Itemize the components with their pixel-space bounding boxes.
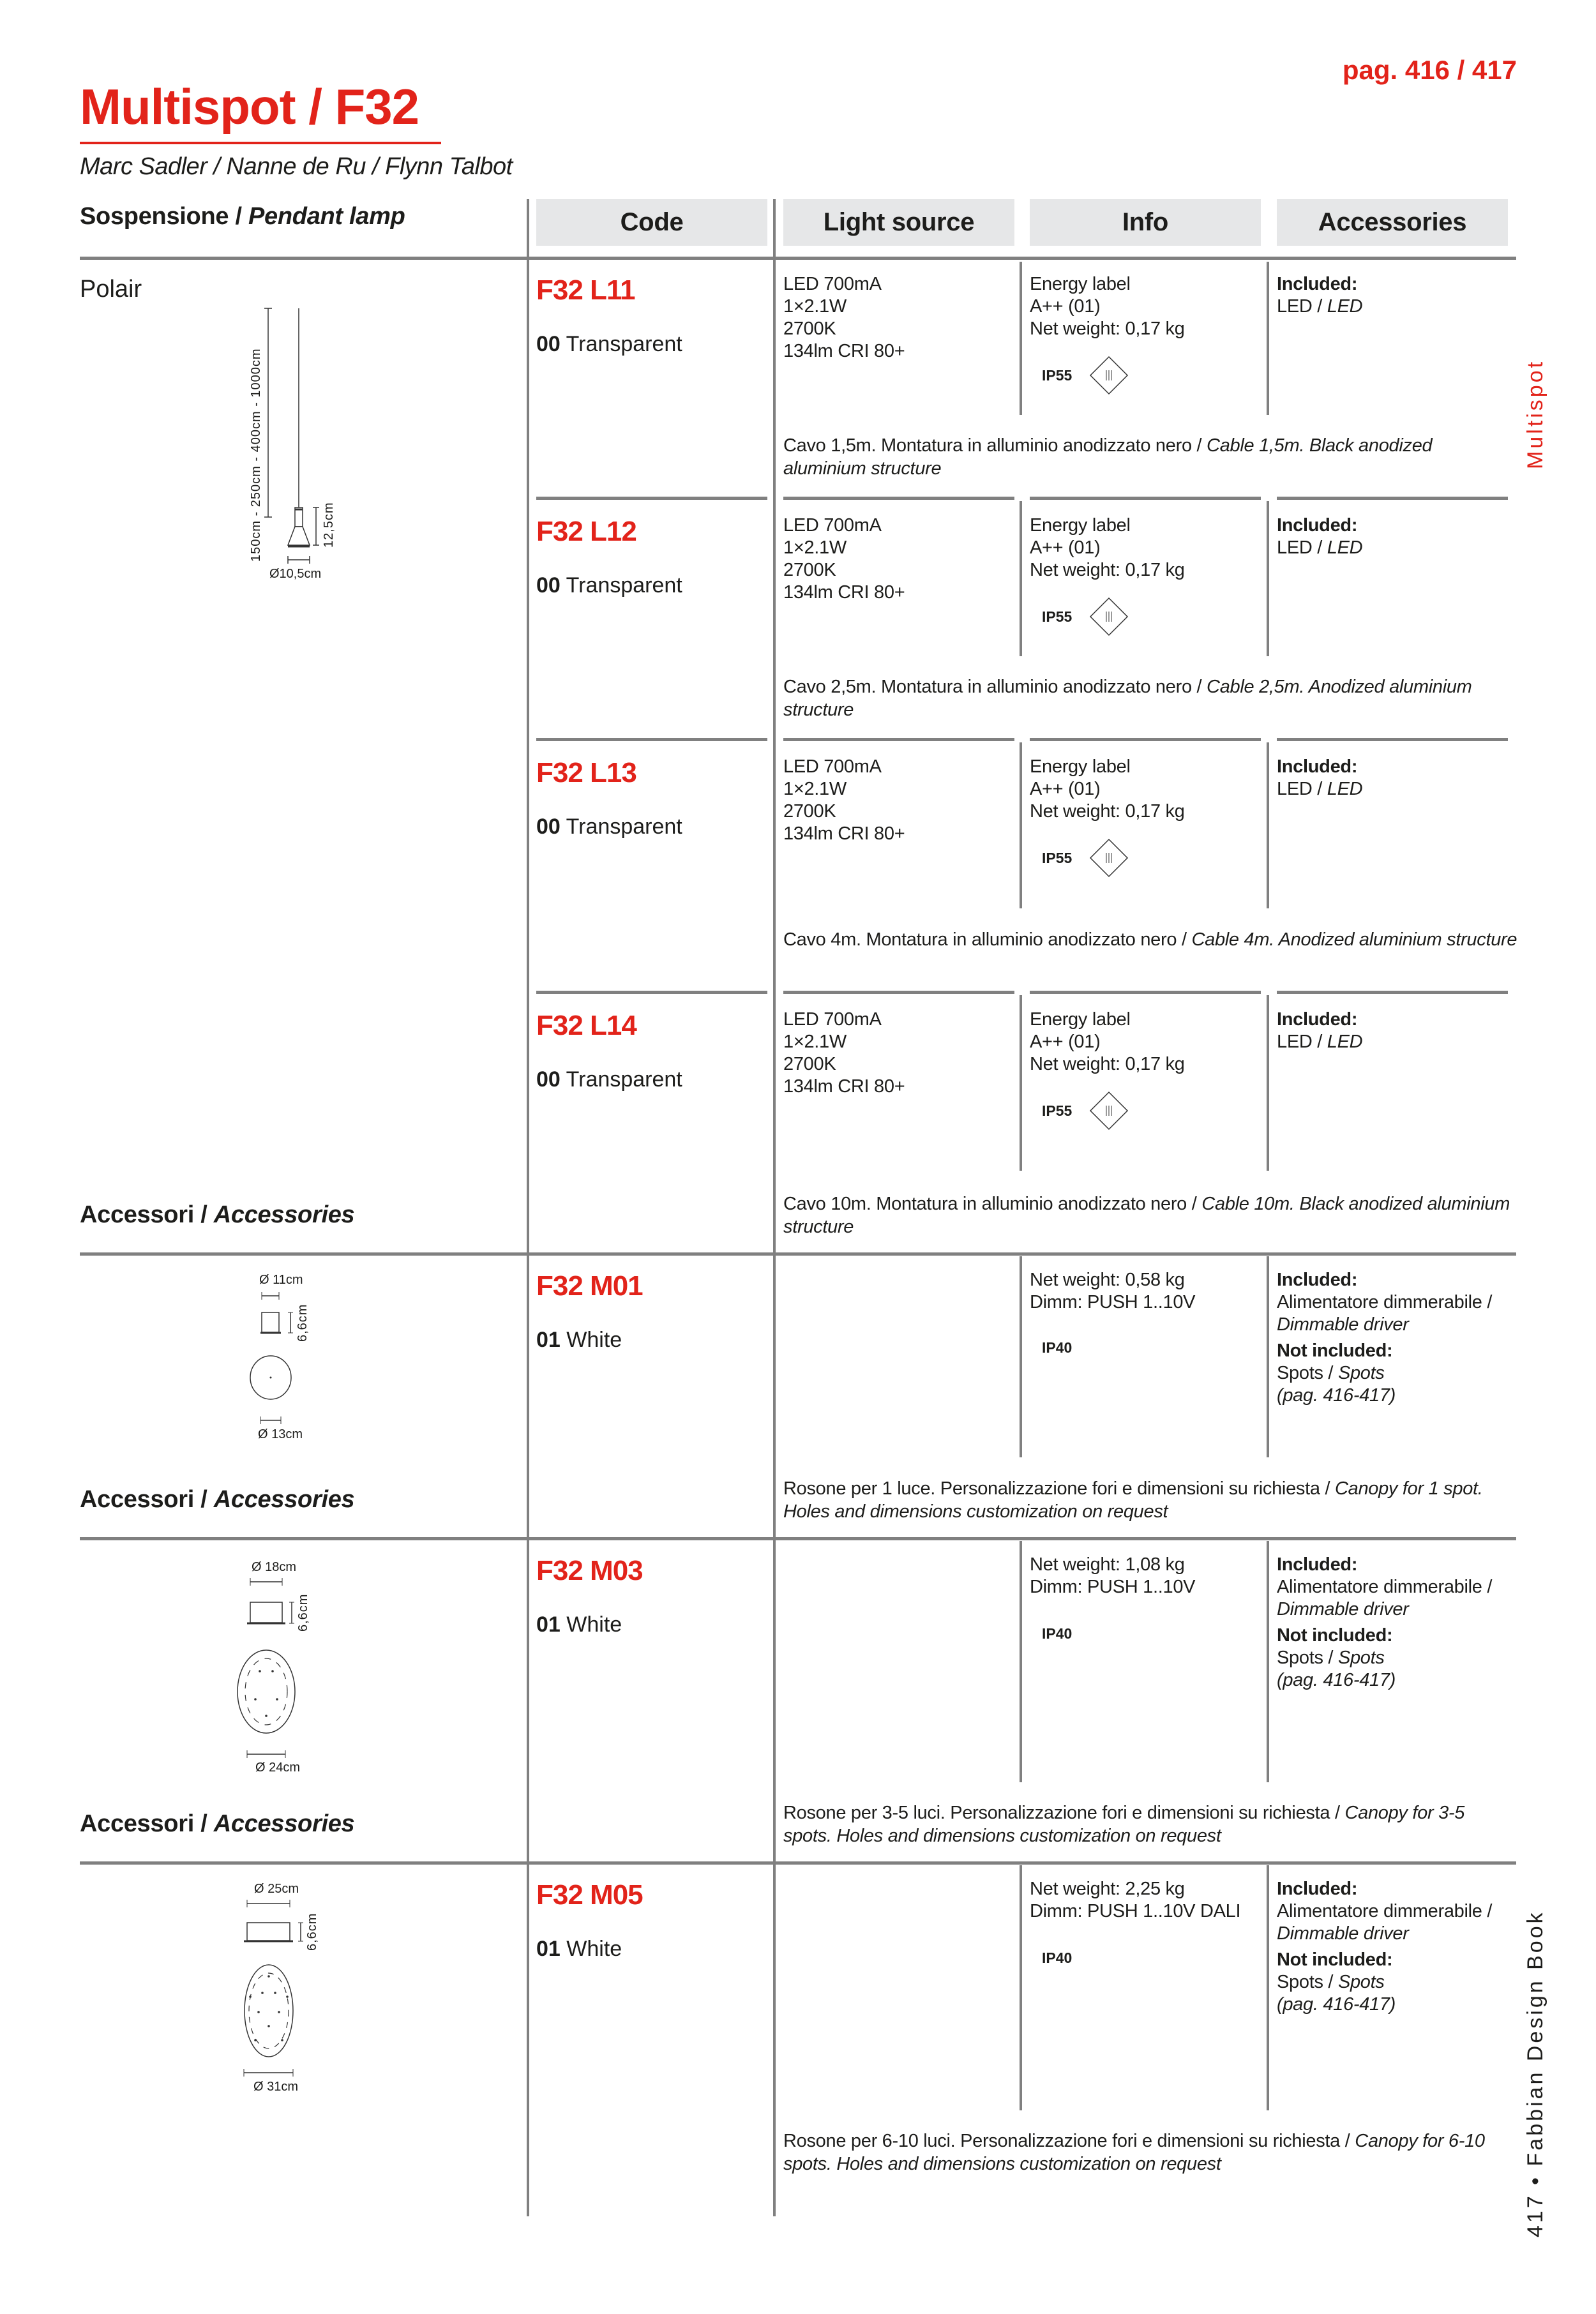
ip-rating-f32-m01: IP40 [1042, 1339, 1073, 1356]
section-title-pendant [80, 203, 405, 230]
accessory-note-f32-m03: Rosone per 3-5 luci. Personalizzazione fori e dimensioni su richiesta / Canopy for 3-5 spots. Holes and dimensions customization on request [783, 1803, 1465, 1846]
side-label-book: 417 • Fabbian Design Book [1523, 1910, 1547, 2237]
info-f32-l14: Energy label A++ (01) Net weight: 0,17 kg [1030, 1009, 1185, 1074]
column-header-accessories: Accessories [1277, 199, 1508, 246]
row-rule [536, 738, 767, 741]
row-rule [783, 991, 1014, 994]
light-source-f32-l11: LED 700mA 1×2.1W 2700K 134lm CRI 80+ [783, 274, 905, 361]
section-rule [80, 1252, 1516, 1256]
info-f32-l13: Energy label A++ (01) Net weight: 0,17 kg [1030, 756, 1185, 822]
finish: 00 Transparent [536, 332, 682, 356]
section-title-accessories: Accessori / Accessories [80, 1486, 355, 1513]
row-rule [783, 738, 1014, 741]
accessories-f32-l11: Included: LED / LED [1277, 274, 1363, 317]
product-code: F32 L13 [536, 757, 636, 788]
finish: 00 Transparent [536, 815, 682, 839]
finish: 00 Transparent [536, 573, 682, 597]
height-dimension: 6,6cm [296, 1593, 310, 1632]
side-label-family: Multispot [1523, 359, 1547, 469]
bottom-diameter-dimension: Ø 13cm [258, 1427, 303, 1441]
light-source-f32-l12: LED 700mA 1×2.1W 2700K 134lm CRI 80+ [783, 515, 905, 603]
accessories-f32-l14: Included: LED / LED [1277, 1009, 1363, 1052]
column-divider [1267, 1256, 1269, 1457]
ip-rating-f32-l11: IP55 [1042, 356, 1128, 394]
height-dimension: 6,6cm [296, 1304, 310, 1342]
info-f32-m01: Net weight: 0,58 kg Dimm: PUSH 1..10V [1030, 1270, 1196, 1312]
bottom-diameter-dimension: Ø 31cm [253, 2080, 299, 2094]
row-rule [783, 497, 1014, 500]
row-rule [536, 991, 767, 994]
canopy-drawing-m01 [236, 1270, 402, 1462]
column-divider [1020, 1541, 1022, 1782]
finish: 01 White [536, 1937, 622, 1961]
canopy-drawing-m05 [217, 1879, 409, 2135]
row-rule [1277, 991, 1508, 994]
info-f32-l11: Energy label A++ (01) Net weight: 0,17 kg [1030, 274, 1185, 339]
row-rule [536, 497, 767, 500]
ip-rating-f32-l13: IP55 [1042, 839, 1128, 877]
variant-row-f32-l11 [536, 274, 682, 357]
column-divider [527, 199, 529, 2216]
bottom-diameter-dimension: Ø 24cm [255, 1761, 301, 1775]
top-diameter-dimension: Ø 11cm [259, 1273, 303, 1287]
diameter-dimension: Ø10,5cm [269, 567, 322, 581]
canopy-3-5-drawing-icon [230, 1558, 409, 1775]
class-iii-icon [1090, 839, 1128, 877]
product-code: F32 M05 [536, 1879, 643, 1911]
section-title-en: Pendant lamp [248, 203, 405, 230]
accessory-row-f32-m03 [536, 1555, 643, 1637]
accessories-f32-m01: Included: Alimentatore dimmerabile / Dimmable driver Not included: Spots / Spots (pag. 416-417) [1277, 1270, 1493, 1406]
variant-note-f32-l13: Cavo 4m. Montatura in alluminio anodizzato nero / Cable 4m. Anodized aluminium structure [783, 929, 1517, 950]
light-source-f32-l14: LED 700mA 1×2.1W 2700K 134lm CRI 80+ [783, 1009, 905, 1097]
ip-rating-f32-l12: IP55 [1042, 597, 1128, 636]
column-divider [1020, 1865, 1022, 2110]
column-divider [1267, 501, 1269, 656]
row-rule [1030, 991, 1261, 994]
row-rule [1030, 497, 1261, 500]
accessory-note-f32-m05: Rosone per 6-10 luci. Personalizzazione fori e dimensioni su richiesta / Canopy for 6-10 spots. Holes and dimensions customization on request [783, 2131, 1485, 2174]
variant-row-f32-l12 [536, 516, 682, 598]
class-iii-icon [1090, 1092, 1128, 1130]
column-divider [1020, 742, 1022, 908]
section-rule [80, 1861, 1516, 1865]
column-divider [1267, 1541, 1269, 1782]
accessories-f32-m03: Included: Alimentatore dimmerabile / Dimmable driver Not included: Spots / Spots (pag. 416-417) [1277, 1554, 1493, 1690]
column-header-light-source: Light source [783, 199, 1014, 246]
column-header-info: Info [1030, 199, 1261, 246]
row-rule [1277, 738, 1508, 741]
column-divider [1267, 262, 1269, 415]
accessory-row-f32-m01 [536, 1270, 643, 1353]
variant-row-f32-l14 [536, 1010, 682, 1092]
canopy-drawing-m03 [230, 1558, 409, 1775]
row-rule [1030, 738, 1261, 741]
column-divider [1020, 995, 1022, 1171]
height-dimension: 12,5cm [322, 502, 336, 548]
accessory-note-f32-m01: Rosone per 1 luce. Personalizzazione fori e dimensioni su richiesta / Canopy for 1 spot. Holes and dimensions customization on request [783, 1478, 1483, 1522]
header-rule [80, 257, 1516, 260]
column-divider [1020, 1256, 1022, 1457]
finish: 00 Transparent [536, 1067, 682, 1092]
column-divider [1020, 501, 1022, 656]
column-divider [1267, 995, 1269, 1171]
product-code: F32 M03 [536, 1555, 643, 1586]
ip-rating-f32-m03: IP40 [1042, 1625, 1073, 1642]
accessories-f32-l13: Included: LED / LED [1277, 756, 1363, 799]
section-title-accessories: Accessori / Accessories [80, 1201, 355, 1228]
column-divider [1267, 742, 1269, 908]
product-code: F32 L14 [536, 1010, 636, 1041]
column-header-code: Code [536, 199, 767, 246]
designers: Marc Sadler / Nanne de Ru / Flynn Talbot [80, 153, 513, 180]
variant-note-f32-l14: Cavo 10m. Montatura in alluminio anodizzato nero / Cable 10m. Black anodized aluminium structure [783, 1194, 1510, 1237]
top-diameter-dimension: Ø 25cm [254, 1882, 299, 1896]
product-code: F32 L11 [536, 274, 635, 306]
variant-note-f32-l12: Cavo 2,5m. Montatura in alluminio anodizzato nero / Cable 2,5m. Anodized aluminium structure [783, 677, 1472, 720]
row-rule [1277, 497, 1508, 500]
column-divider [773, 199, 776, 2216]
page-reference: pag. 416 / 417 [1342, 55, 1517, 85]
accessories-f32-l12: Included: LED / LED [1277, 515, 1363, 558]
section-rule [80, 1537, 1516, 1540]
light-source-f32-l13: LED 700mA 1×2.1W 2700K 134lm CRI 80+ [783, 756, 905, 844]
family-name: Polair [80, 276, 142, 303]
ip-rating-f32-m05: IP40 [1042, 1950, 1073, 1966]
class-iii-icon [1090, 597, 1128, 636]
section-title-accessories: Accessori / Accessories [80, 1810, 355, 1837]
cable-length-dimension: 150cm - 250cm - 400cm - 1000cm [249, 348, 263, 562]
title-underline [80, 142, 441, 144]
page-title: Multispot / F32 [80, 79, 419, 135]
variant-note-f32-l11: Cavo 1,5m. Montatura in alluminio anodizzato nero / Cable 1,5m. Black anodized aluminium structure [783, 435, 1433, 479]
top-diameter-dimension: Ø 18cm [252, 1560, 297, 1574]
info-f32-m03: Net weight: 1,08 kg Dimm: PUSH 1..10V [1030, 1554, 1196, 1597]
ip-rating-f32-l14: IP55 [1042, 1092, 1128, 1130]
finish: 01 White [536, 1612, 622, 1637]
info-f32-m05: Net weight: 2,25 kg Dimm: PUSH 1..10V DALI [1030, 1879, 1241, 1921]
product-code: F32 M01 [536, 1270, 643, 1302]
height-dimension: 6,6cm [305, 1912, 319, 1951]
class-iii-icon [1090, 356, 1128, 394]
finish: 01 White [536, 1328, 622, 1352]
pendant-drawing [236, 306, 389, 664]
column-divider [1020, 262, 1022, 415]
section-title-it: Sospensione / [80, 203, 248, 230]
info-f32-l12: Energy label A++ (01) Net weight: 0,17 kg [1030, 515, 1185, 580]
variant-row-f32-l13 [536, 757, 682, 839]
accessories-f32-m05: Included: Alimentatore dimmerabile / Dimmable driver Not included: Spots / Spots (pag. 416-417) [1277, 1879, 1493, 2015]
product-code: F32 L12 [536, 516, 636, 547]
accessory-row-f32-m05 [536, 1879, 643, 1962]
column-divider [1267, 1865, 1269, 2110]
